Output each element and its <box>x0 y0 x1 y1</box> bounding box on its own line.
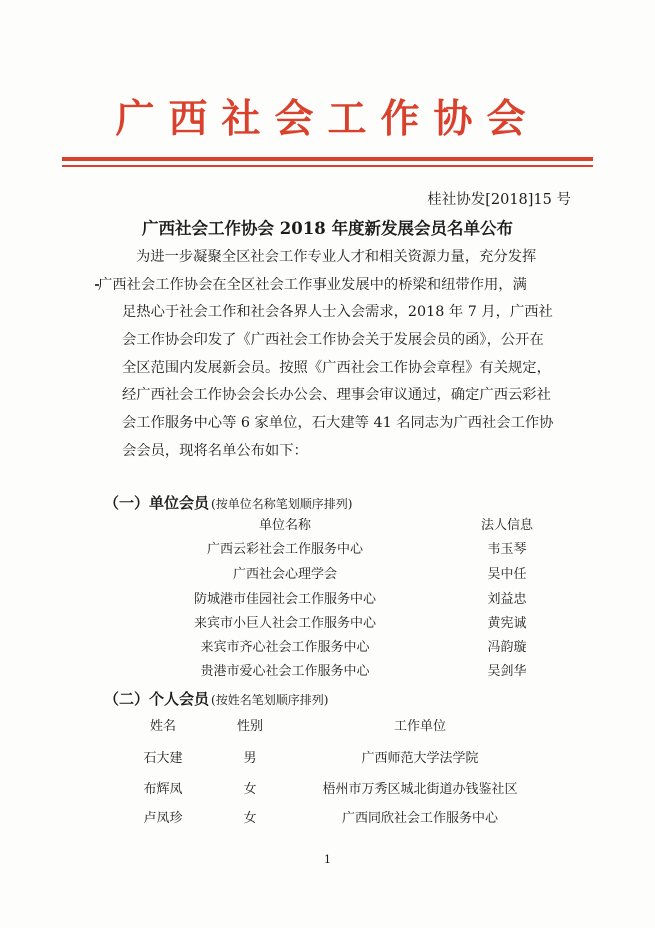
member-gender-cell: 男 <box>243 751 257 766</box>
unit-name-cell: 广西社会心理学会 <box>232 567 337 582</box>
paragraph-line: 会会员，现将名单公布如下： <box>122 442 308 459</box>
unit-rep-cell: 吴中任 <box>487 567 527 582</box>
paragraph-line: 广西社会工作协会在全区社会工作事业发展中的桥梁和纽带作用，满 <box>98 276 527 293</box>
paragraph-line: 会工作服务中心等 6 家单位，石大建等 41 名同志为广西社会工作协 <box>122 415 554 432</box>
section-heading-units <box>104 492 352 515</box>
paragraph-line: 足热心于社会工作和社会各界人士入会需求，2018 年 7 月，广西社 <box>122 304 553 321</box>
document-number: 桂社协发[2018]15 号 <box>427 192 571 208</box>
column-header-unit-name: 单位名称 <box>258 518 311 533</box>
section-heading-individuals <box>104 688 328 711</box>
unit-name-cell: 防城港市佳园社会工作服务中心 <box>193 592 376 607</box>
paragraph-line: 会工作协会印发了《广西社会工作协会关于发展会员的函》，公开在 <box>122 332 544 349</box>
page-number: 1 <box>324 853 331 866</box>
section-heading-text: （一）单位会员 <box>104 494 210 512</box>
unit-rep-cell: 黄宪诚 <box>487 616 527 631</box>
section-heading-text: （二）个人会员 <box>104 690 210 708</box>
member-gender-cell: 女 <box>243 782 257 797</box>
letterhead-rule-thick <box>62 157 593 161</box>
letterhead-org-name: 广西社会工作协会 <box>115 96 540 142</box>
unit-rep-cell: 吴剑华 <box>487 664 527 679</box>
unit-name-cell: 广西云彩社会工作服务中心 <box>206 542 363 557</box>
section-note: (按姓名笔划顺序排列) <box>211 693 329 707</box>
paragraph-line: 为进一步凝聚全区社会工作专业人才和相关资源力量，充分发挥 <box>136 249 537 265</box>
unit-name-cell: 来宾市小巨人社会工作服务中心 <box>193 616 376 631</box>
column-header-gender: 性别 <box>236 719 263 734</box>
letterhead-rule-thin <box>62 165 593 167</box>
member-name-cell: 石大建 <box>143 751 183 766</box>
unit-rep-cell: 韦玉琴 <box>487 542 527 557</box>
body-paragraph <box>98 244 577 466</box>
member-gender-cell: 女 <box>243 811 257 826</box>
column-header-legal-rep: 法人信息 <box>480 518 533 533</box>
member-workplace-cell: 广西师范大学法学院 <box>361 751 479 766</box>
section-note: (按单位名称笔划顺序排列) <box>211 497 353 511</box>
column-header-workplace: 工作单位 <box>393 719 446 734</box>
unit-name-cell: 来宾市齐心社会工作服务中心 <box>200 640 370 655</box>
member-name-cell: 布辉凤 <box>143 782 183 797</box>
paragraph-line: 全区范围内发展新会员。按照《广西社会工作协会章程》有关规定， <box>122 359 551 376</box>
document-title: 广西社会工作协会 2018 年度新发展会员名单公布 <box>142 219 513 238</box>
unit-rep-cell: 冯韵璇 <box>487 640 527 655</box>
column-header-name: 姓名 <box>149 719 176 734</box>
unit-rep-cell: 刘益忠 <box>487 592 527 607</box>
member-workplace-cell: 广西同欣社会工作服务中心 <box>341 811 498 826</box>
unit-name-cell: 贵港市爱心社会工作服务中心 <box>200 664 370 679</box>
member-workplace-cell: 梧州市万秀区城北街道办钱鉴社区 <box>322 782 518 797</box>
member-name-cell: 卢凤珍 <box>143 811 183 826</box>
paragraph-line: 经广西社会工作协会会长办公会、理事会审议通过，确定广西云彩社 <box>122 387 551 404</box>
